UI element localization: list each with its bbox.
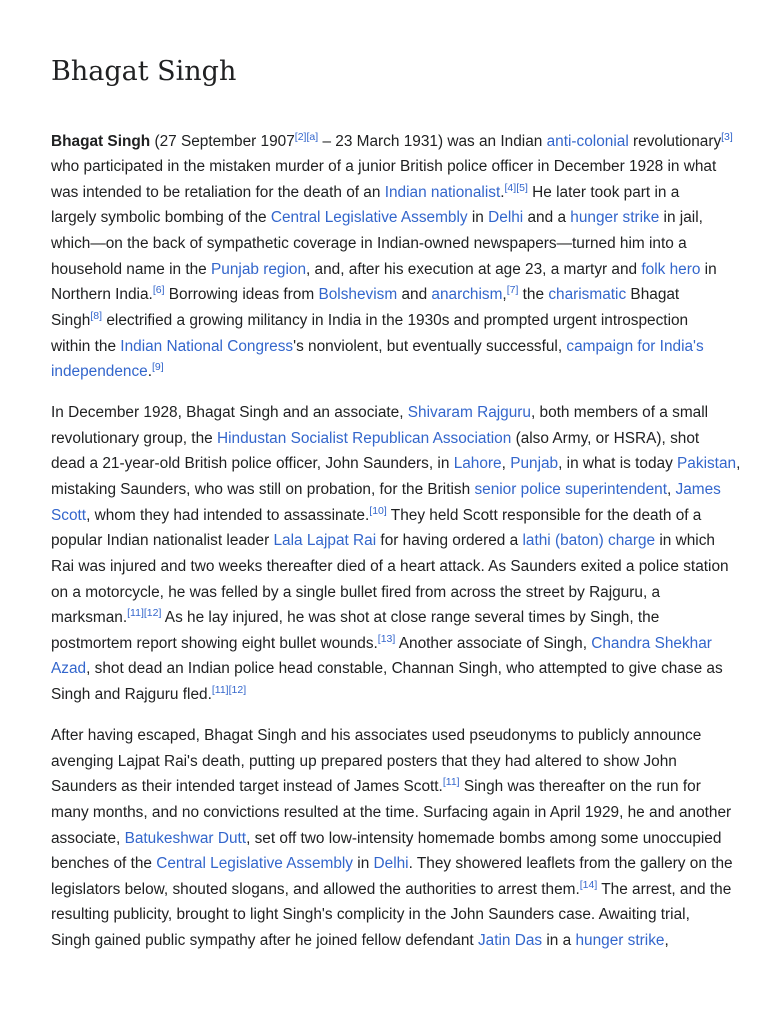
text-line [51,826,721,851]
reference-link[interactable]: [11] [442,776,460,788]
body-text: . They showered leaflets from the gallery on the [408,855,733,872]
body-text: postmortem report showing eight bullet wounds. [51,635,378,652]
body-text: the [518,286,549,303]
body-text: many months, and no convictions resulted at the time. Surfacing again in April 1929, he and another [51,804,732,821]
reference-link[interactable]: [6] [152,284,165,296]
body-text: within the [51,338,121,355]
body-text: Bhagat [626,286,680,303]
body-text: who participated in the mistaken murder of a junior British police officer in December 1928 in what [51,158,717,175]
text-line [51,554,729,579]
body-text: and [397,286,432,303]
reference-link[interactable]: [2] [294,131,307,143]
reference-link[interactable]: [5] [516,182,528,194]
article-link[interactable]: Chandra Shekhar [591,635,712,652]
body-text: resulting publicity, brought to light Singh's complicity in the John Saunders case. Awaiting trial, [51,906,690,923]
body-text: in [353,855,374,872]
text-line [51,528,715,553]
article-link[interactable]: lathi (baton) charge [522,532,656,549]
text-line [51,682,246,707]
body-text: (27 September 1907 [150,133,295,150]
article-link[interactable]: Punjab [510,455,559,472]
reference-link[interactable]: [7] [506,284,519,296]
body-text: dead a 21-year-old British police officer, John Saunders, in [51,455,454,472]
article-link[interactable]: hunger strike [570,209,660,226]
body-text: , [664,932,669,949]
body-text: Singh was thereafter on the run for [459,778,701,795]
body-text: . [147,363,152,380]
reference-link[interactable]: [11] [127,607,144,619]
article-link[interactable]: Shivaram Rajguru [407,404,531,421]
body-text: Another associate of Singh, [395,635,592,652]
body-text: – 23 March 1931) was an Indian [318,133,547,150]
article-link[interactable]: Indian nationalist [384,184,501,201]
text-line [51,749,677,774]
text-line [51,928,669,953]
article-link[interactable]: folk hero [641,261,701,278]
text-line [51,656,723,681]
body-text: (also Army, or HSRA), shot [511,430,700,447]
text-line [51,605,659,630]
text-line [51,359,164,384]
body-text: , [502,286,507,303]
body-text: in a [542,932,576,949]
article-link[interactable]: anti-colonial [546,133,629,150]
body-text: on a motorcycle, he was felled by a single bullet fired from across the street by Rajguru, a [51,584,661,601]
text-line [51,129,733,154]
body-text: revolutionary [628,133,722,150]
article-link[interactable]: Scott [51,507,87,524]
text-line [51,180,679,205]
body-text: , [501,455,511,472]
article-link[interactable]: anarchism [431,286,503,303]
article-link[interactable]: Azad [51,660,87,677]
body-text: avenging Lajpat Rai's death, putting up prepared posters that they had altered to show John [51,753,677,770]
body-text: , in what is today [558,455,678,472]
text-line [51,851,733,876]
subject-name: Bhagat Singh [51,133,151,150]
text-line [51,503,701,528]
text-line [51,631,712,656]
body-text: Singh gained public sympathy after he joined fellow defendant [51,932,478,949]
reference-link[interactable]: [10] [369,505,387,517]
body-text: Borrowing ideas from [164,286,319,303]
article-link[interactable]: Pakistan [677,455,737,472]
article-link[interactable]: Lala Lajpat Rai [273,532,377,549]
article-link[interactable]: campaign for India's [566,338,704,355]
body-text: The arrest, and the [597,881,732,898]
body-text: was intended to be retaliation for the death of an [51,184,385,201]
reference-link[interactable]: [a] [306,131,319,143]
text-line [51,400,708,425]
body-text: Rai was injured and two weeks thereafter died of a heart attack. As Saunders exited a police station [51,558,729,575]
article-link[interactable]: Indian National Congress [120,338,294,355]
text-line [51,231,687,256]
body-text: He later took part in a [527,184,680,201]
body-text: marksman. [51,609,128,626]
body-text: associate, [51,830,125,847]
text-line [51,580,660,605]
text-line [51,154,716,179]
body-text: electrified a growing militancy in India in the 1930s and prompted urgent introspection [102,312,689,329]
text-line [51,723,701,748]
body-text: Northern India. [51,286,153,303]
text-line [51,774,701,799]
body-text: in jail, [659,209,703,226]
body-text: in [467,209,489,226]
body-text: which—on the back of sympathetic coverage in Indian-owned newspapers—turned him into a [51,235,687,252]
body-text: and a [523,209,571,226]
body-text: Saunders as their intended target instead of James Scott. [51,778,443,795]
article-link[interactable]: Jatin Das [477,932,543,949]
article-link[interactable]: Central Legislative Assembly [270,209,468,226]
text-line [51,902,690,927]
reference-link[interactable]: [9] [152,361,164,373]
article-link[interactable]: Delhi [488,209,524,226]
body-text: for having ordered a [376,532,523,549]
body-text: . [500,184,505,201]
body-text: , [736,455,741,472]
article-link[interactable]: Lahore [453,455,502,472]
reference-link[interactable]: [12] [143,607,162,619]
body-text: , and, after his execution at age 23, a martyr and [306,261,642,278]
article-link[interactable]: Delhi [373,855,409,872]
article-link[interactable]: senior police superintendent [474,481,667,498]
article-link[interactable]: Central Legislative Assembly [156,855,353,872]
body-text: Singh and Rajguru fled. [51,686,212,703]
body-text: largely symbolic bombing of the [51,209,271,226]
reference-link[interactable]: [11] [211,684,229,696]
body-text: They held Scott responsible for the death of a [386,507,702,524]
reference-link[interactable]: [8] [90,310,103,322]
body-text: , set off two low-intensity homemade bombs among some unoccupied [246,830,722,847]
article-link[interactable]: Hindustan Socialist Republican Association [216,430,512,447]
body-text: in [700,261,717,278]
text-line [51,800,731,825]
article-link[interactable]: independence [51,363,148,380]
body-text: As he lay injured, he was shot at close range several times by Singh, the [161,609,660,626]
article-link[interactable]: Batukeshwar Dutt [124,830,247,847]
article-link[interactable]: hunger strike [575,932,665,949]
body-text: , shot dead an Indian police head constable, Channan Singh, who attempted to give chase as [86,660,723,677]
body-text: in which [655,532,715,549]
body-text: legislators below, shouted slogans, and allowed the authorities to arrest them. [51,881,580,898]
text-line [51,334,704,359]
body-text: benches of the [51,855,157,872]
text-line [51,308,688,333]
body-text: , both members of a small [530,404,709,421]
body-text: After having escaped, Bhagat Singh and his associates used pseudonyms to publicly announce [51,727,702,744]
text-line [51,257,717,282]
reference-link[interactable]: [13] [377,633,396,645]
body-text: household name in the [51,261,212,278]
reference-link[interactable]: [4] [504,182,517,194]
reference-link[interactable]: [14] [579,879,598,891]
page-title: Bhagat Singh [51,56,237,87]
body-text: Singh [51,312,91,329]
body-text: In December 1928, Bhagat Singh and an associate, [51,404,408,421]
text-line [51,205,703,230]
article-link[interactable]: James [675,481,721,498]
text-line [51,877,731,902]
text-line [51,282,679,307]
article-link[interactable]: Punjab region [211,261,306,278]
text-line [51,451,740,476]
body-text: popular Indian nationalist leader [51,532,274,549]
body-text: , [666,481,676,498]
body-text: , whom they had intended to assassinate. [86,507,370,524]
reference-link[interactable]: [12] [228,684,247,696]
article-link[interactable]: Bolshevism [318,286,398,303]
text-line [51,477,721,502]
reference-link[interactable]: [3] [721,131,733,143]
text-line [51,426,699,451]
article-link[interactable]: charismatic [548,286,627,303]
body-text: revolutionary group, the [51,430,217,447]
body-text: 's nonviolent, but eventually successful, [293,338,567,355]
body-text: mistaking Saunders, who was still on probation, for the British [51,481,475,498]
